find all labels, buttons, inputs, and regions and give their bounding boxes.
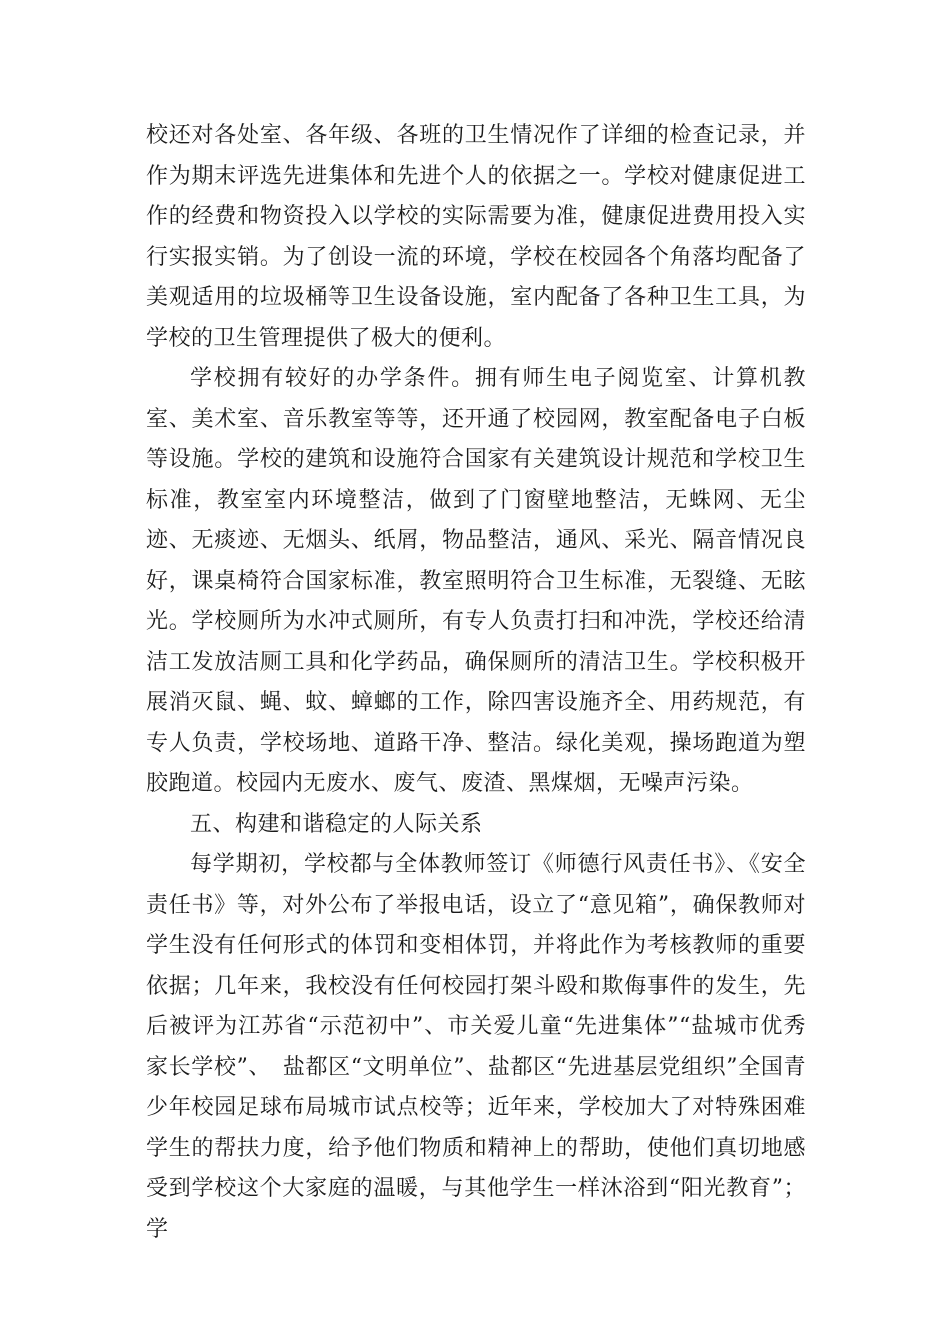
document-body (146, 116, 806, 1250)
section-heading: 五、构建和谐稳定的人际关系 (190, 811, 483, 837)
paragraph-interpersonal-relations: 每学期初，学校都与全体教师签订《师德行风责任书》、《安全责任书》等，对外公布了举报电话，设立了“意见箱”，确保教师对学生没有任何形式的体罚和变相体罚，并将此作为考核教师的重要依据；几年来，我校没有任何校园打架斗殴和欺侮事件的发生，先后被评为江苏省“示范初中”、市关爱儿童“先进集体”“盐城市优秀家长学校”、 盐都区“文明单位”、盐都区“先进基层党组织”全国青少年校园足球布局城市试点校等；近年来，学校加大了对特殊困难学生的帮扶力度，给予他们物质和精神上的帮助，使他们真切地感受到学校这个大家庭的温暖，与其他学生一样沐浴到“阳光教育”；学 (146, 852, 806, 1242)
paragraph-hygiene-records: 校还对各处室、各年级、各班的卫生情况作了详细的检查记录，并作为期末评选先进集体和先进个人的依据之一。学校对健康促进工作的经费和物资投入以学校的实际需要为准，健康促进费用投入实行实报实销。为了创设一流的环境，学校在校园各个角落均配备了美观适用的垃圾桶等卫生设备设施，室内配备了各种卫生工具，为学校的卫生管理提供了极大的便利。 (146, 123, 806, 351)
paragraph-school-facilities: 学校拥有较好的办学条件。拥有师生电子阅览室、计算机教室、美术室、音乐教室等等，还开通了校园网，教室配备电子白板等设施。学校的建筑和设施符合国家有关建筑设计规范和学校卫生标准，教室室内环境整洁，做到了门窗壁地整洁，无蛛网、无尘迹、无痰迹、无烟头、纸屑，物品整洁，通风、采光、隔音情况良好，课桌椅符合国家标准，教室照明符合卫生标准，无裂缝、无眩光。学校厕所为水冲式厕所，有专人负责打扫和冲洗，学校还给清洁工发放洁厕工具和化学药品，确保厕所的清洁卫生。学校积极开展消灭鼠、蝇、蚊、蟑螂的工作，除四害设施齐全、用药规范，有专人负责，学校场地、道路干净、整洁。绿化美观，操场跑道为塑胶跑道。校园内无废水、废气、废渣、黑煤烟，无噪声污染。 (146, 366, 806, 796)
